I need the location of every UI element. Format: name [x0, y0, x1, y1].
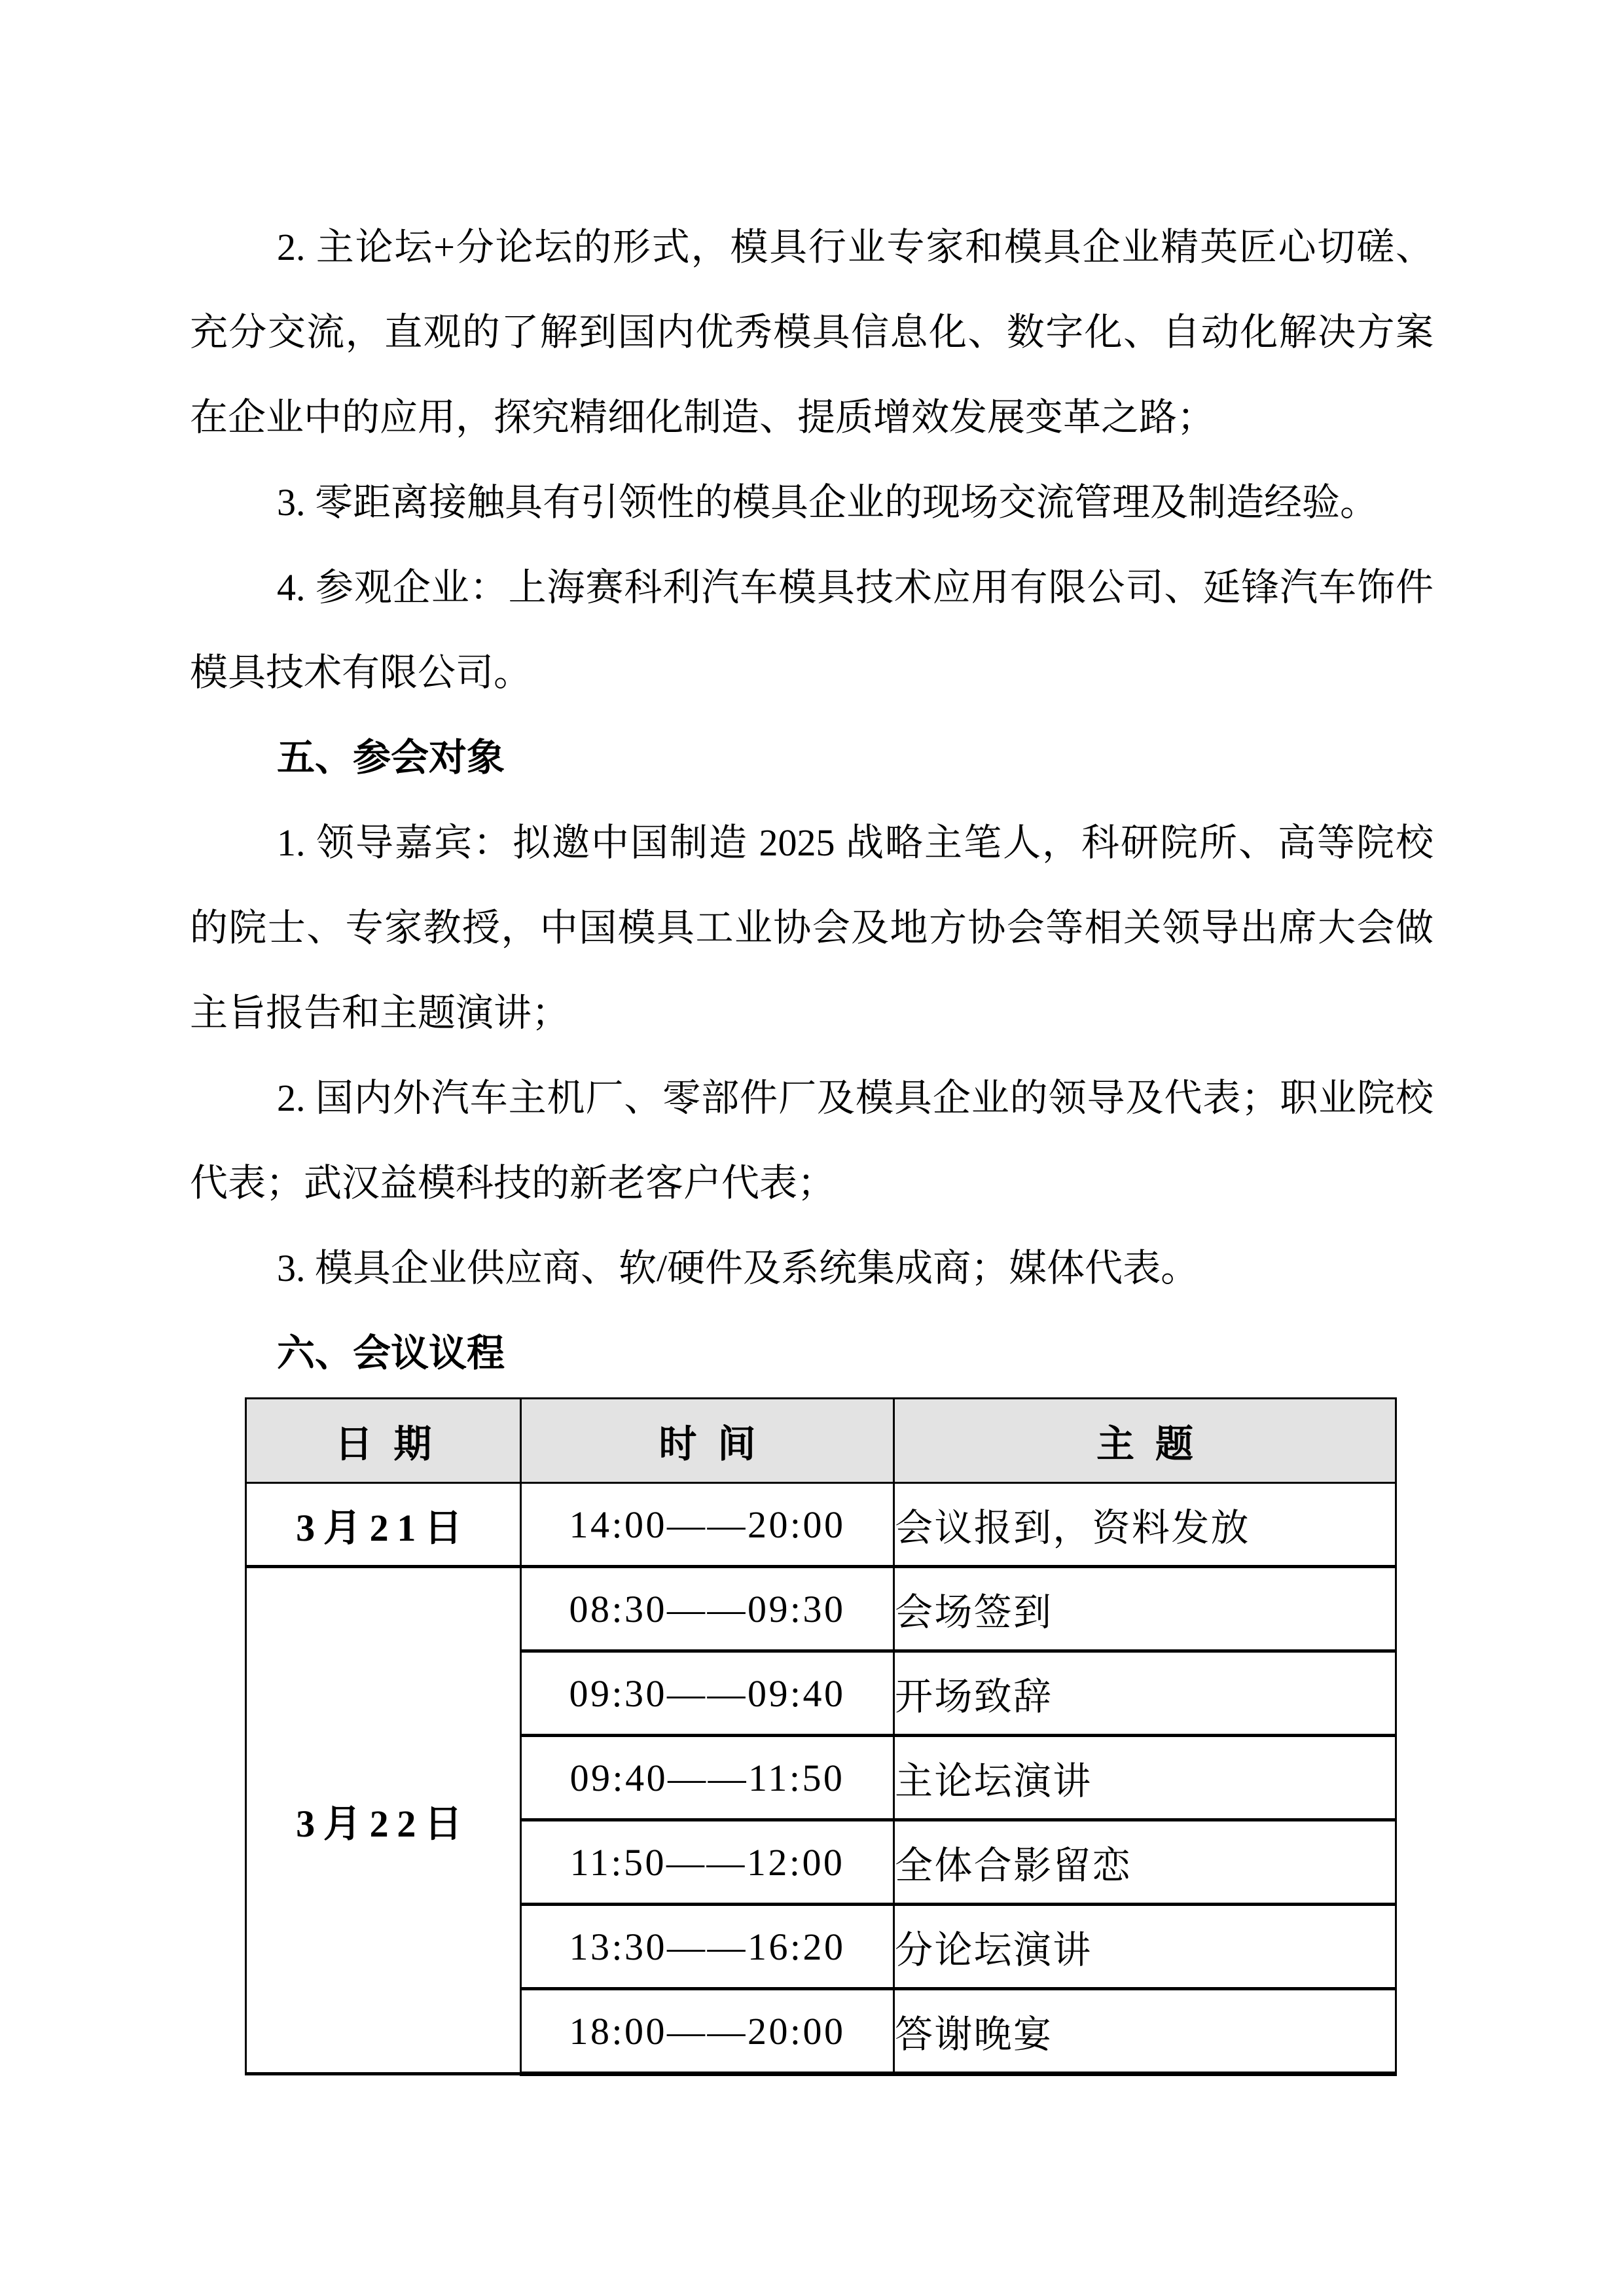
time-cell: 13:30——16:20	[521, 1905, 894, 1989]
paragraph: 3. 模具企业供应商、软/硬件及系统集成商；媒体代表。	[277, 1247, 1199, 1289]
agenda-table	[245, 1397, 1397, 2076]
agenda-header-row	[246, 1399, 1396, 1483]
topic-cell: 会场签到	[894, 1567, 1396, 1651]
time-cell: 11:50——12:00	[521, 1820, 894, 1905]
section-heading: 五、参会对象	[277, 736, 505, 779]
table-row	[246, 1483, 1396, 1567]
time-cell: 18:00——20:00	[521, 1989, 894, 2074]
paragraphs-container	[190, 205, 1434, 1396]
header-cell-time: 时间	[521, 1399, 894, 1483]
paragraph: 4. 参观企业：上海赛科利汽车模具技术应用有限公司、延锋汽车饰件模具技术有限公司。	[190, 566, 1434, 694]
topic-cell: 会议报到，资料发放	[894, 1483, 1396, 1567]
topic-cell: 全体合影留恋	[894, 1820, 1396, 1905]
paragraph: 2. 国内外汽车主机厂、零部件厂及模具企业的领导及代表；职业院校代表；武汉益模科技的新老客户代表；	[190, 1077, 1434, 1204]
agenda-table-body	[246, 1483, 1396, 2074]
paragraph: 2. 主论坛+分论坛的形式，模具行业专家和模具企业精英匠心切磋、充分交流，直观的了解到国内优秀模具信息化、数字化、自动化解决方案在企业中的应用，探究精细化制造、提质增效发展变革之路；	[190, 226, 1434, 439]
topic-cell: 答谢晚宴	[894, 1989, 1396, 2074]
time-cell: 14:00——20:00	[521, 1483, 894, 1567]
time-cell: 09:40——11:50	[521, 1736, 894, 1820]
date-cell: 3月22日	[246, 1567, 521, 2074]
paragraph: 3. 零距离接触具有引领性的模具企业的现场交流管理及制造经验。	[277, 481, 1379, 524]
document-body	[190, 205, 1434, 2076]
topic-cell: 主论坛演讲	[894, 1736, 1396, 1820]
header-cell-date: 日期	[246, 1399, 521, 1483]
date-cell: 3月21日	[246, 1483, 521, 1567]
topic-cell: 分论坛演讲	[894, 1905, 1396, 1989]
table-row	[246, 1567, 1396, 1651]
section-heading: 六、会议议程	[277, 1332, 505, 1374]
paragraph: 1. 领导嘉宾：拟邀中国制造 2025 战略主笔人，科研院所、高等院校的院士、专家教授，中国模具工业协会及地方协会等相关领导出席大会做主旨报告和主题演讲；	[190, 821, 1434, 1034]
topic-cell: 开场致辞	[894, 1651, 1396, 1736]
time-cell: 08:30——09:30	[521, 1567, 894, 1651]
header-cell-topic: 主题	[894, 1399, 1396, 1483]
time-cell: 09:30——09:40	[521, 1651, 894, 1736]
